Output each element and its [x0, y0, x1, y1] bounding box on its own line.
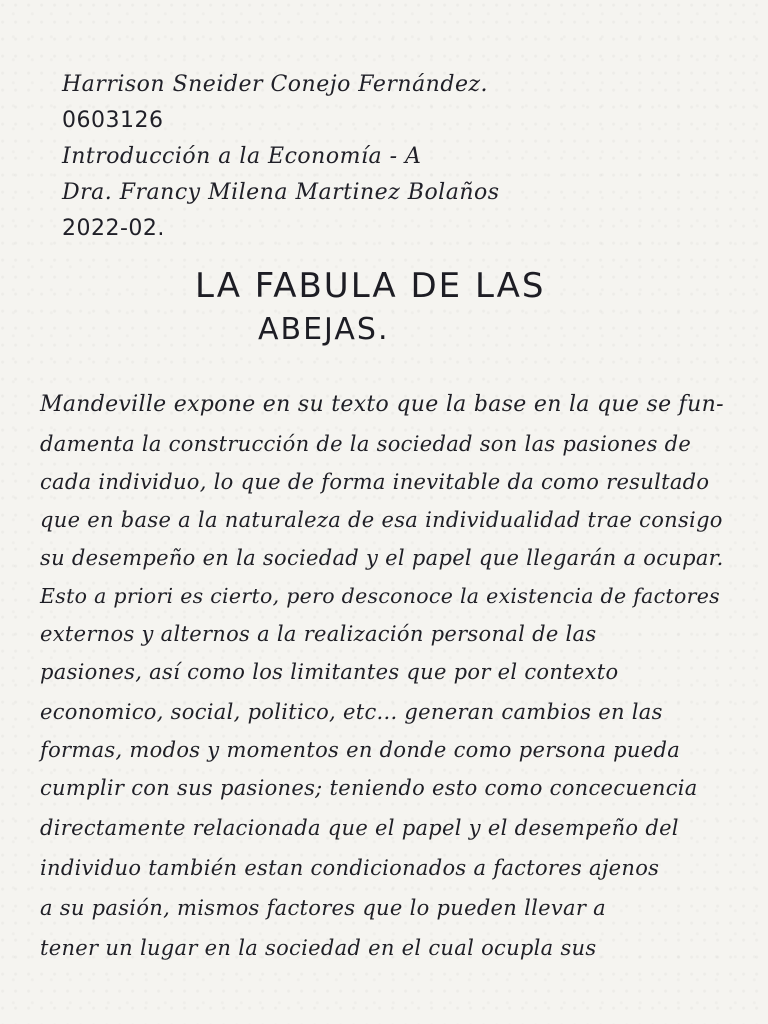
term: 2022-02. — [62, 216, 165, 241]
body-line: formas, modos y momentos en donde como persona pueda — [40, 738, 681, 762]
student-code: 0603126 — [62, 108, 164, 133]
essay-title-line-1: LA FABULA DE LAS — [195, 266, 546, 306]
body-line: individuo también estan condicionados a factores ajenos — [40, 856, 660, 880]
body-line: Esto a priori es cierto, pero desconoce la existencia de factores — [40, 584, 720, 608]
body-line: damenta la construcción de la sociedad son las pasiones de — [40, 432, 692, 456]
body-line: tener un lugar en la sociedad en el cual ocupla sus — [40, 936, 597, 960]
professor-name: Dra. Francy Milena Martinez Bolaños — [62, 180, 500, 205]
body-line: Mandeville expone en su texto que la base en la que se fun- — [40, 392, 724, 417]
body-line: economico, social, politico, etc... generan cambios en las — [40, 700, 663, 724]
body-line: cada individuo, lo que de forma inevitable da como resultado — [40, 470, 710, 494]
course-name: Introducción a la Economía - A — [62, 144, 422, 169]
essay-title-line-2: ABEJAS. — [258, 312, 390, 347]
body-line: su desempeño en la sociedad y el papel que llegarán a ocupar. — [40, 546, 724, 570]
body-line: externos y alternos a la realización personal de las — [40, 622, 597, 646]
body-line: a su pasión, mismos factores que lo pueden llevar a — [40, 896, 606, 920]
body-line: que en base a la naturaleza de esa individualidad trae consigo — [40, 508, 723, 532]
student-name: Harrison Sneider Conejo Fernández. — [62, 72, 489, 97]
body-line: pasiones, así como los limitantes que por el contexto — [40, 660, 619, 684]
body-line: cumplir con sus pasiones; teniendo esto como concecuencia — [40, 776, 698, 800]
body-line: directamente relacionada que el papel y el desempeño del — [40, 816, 679, 840]
